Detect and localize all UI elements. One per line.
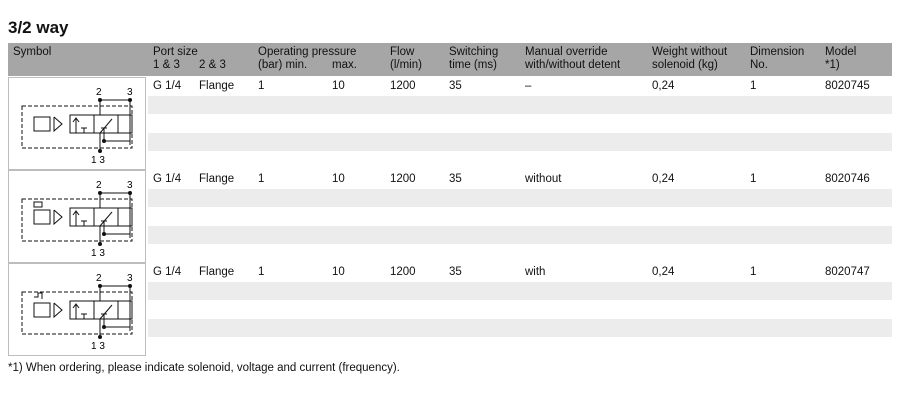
svg-text:2: 2 — [96, 87, 102, 98]
cell-dimension: 1 — [750, 266, 757, 278]
cell-weight: 0,24 — [652, 80, 675, 92]
stripe — [148, 337, 892, 356]
svg-text:3: 3 — [127, 87, 133, 98]
cell-max: 10 — [332, 80, 345, 92]
page-title: 3/2 way — [8, 18, 69, 37]
stripe — [148, 114, 892, 133]
cell-dimension: 1 — [750, 173, 757, 185]
svg-text:1 3: 1 3 — [91, 341, 105, 352]
cell-switching: 35 — [449, 173, 462, 185]
cell-min: 1 — [258, 266, 265, 278]
stripe — [148, 282, 892, 300]
stripe — [148, 133, 892, 151]
cell-min: 1 — [258, 80, 265, 92]
cell-manual: with — [525, 266, 546, 278]
cell-flow: 1200 — [390, 80, 416, 92]
header-manual: Manual override — [525, 46, 608, 58]
table-header — [8, 43, 892, 76]
header-weight-sub: solenoid (kg) — [652, 59, 718, 71]
cell-max: 10 — [332, 173, 345, 185]
cell-manual: – — [525, 80, 532, 92]
svg-text:2: 2 — [96, 273, 102, 284]
table-row — [8, 170, 892, 189]
header-port-23: 2 & 3 — [199, 59, 226, 71]
header-model-sub: *1) — [825, 59, 840, 71]
valve-group-3 — [8, 263, 892, 356]
svg-text:2: 2 — [96, 180, 102, 191]
cell-manual: without — [525, 173, 562, 185]
header-flow: Flow — [390, 46, 415, 58]
stripe — [148, 207, 892, 226]
table-row — [8, 263, 892, 282]
valve-group-2 — [8, 170, 892, 263]
svg-text:1 3: 1 3 — [91, 248, 105, 259]
header-flow-unit: (l/min) — [390, 59, 422, 71]
header-port-13: 1 & 3 — [153, 59, 180, 71]
cell-port23: Flange — [199, 173, 235, 185]
stripe — [148, 226, 892, 244]
cell-dimension: 1 — [750, 80, 757, 92]
cell-weight: 0,24 — [652, 173, 675, 185]
header-manual-sub: with/without detent — [525, 59, 621, 71]
cell-port23: Flange — [199, 80, 235, 92]
stripe — [148, 96, 892, 114]
stripe — [148, 300, 892, 319]
valve-group-1 — [8, 77, 892, 170]
cell-min: 1 — [258, 173, 265, 185]
header-switching-unit: time (ms) — [449, 59, 497, 71]
cell-port23: Flange — [199, 266, 235, 278]
cell-model: 8020745 — [825, 80, 870, 92]
cell-flow: 1200 — [390, 266, 416, 278]
header-op-max: max. — [332, 59, 357, 71]
header-port-size: Port size — [153, 46, 198, 58]
cell-switching: 35 — [449, 266, 462, 278]
svg-text:3: 3 — [127, 180, 133, 191]
valve-table — [8, 43, 892, 357]
table-row — [8, 77, 892, 96]
cell-flow: 1200 — [390, 173, 416, 185]
cell-port13: G 1/4 — [153, 173, 182, 185]
stripe — [148, 151, 892, 170]
header-switching: Switching — [449, 46, 499, 58]
cell-port13: G 1/4 — [153, 80, 182, 92]
stripe — [148, 319, 892, 337]
cell-switching: 35 — [449, 80, 462, 92]
header-model: Model — [825, 46, 857, 58]
cell-model: 8020746 — [825, 173, 870, 185]
cell-max: 10 — [332, 266, 345, 278]
header-weight: Weight without — [652, 46, 728, 58]
header-symbol: Symbol — [13, 46, 52, 58]
stripe — [148, 244, 892, 263]
footnote: *1) When ordering, please indicate solenoid, voltage and current (frequency). — [8, 362, 400, 374]
header-op-min: (bar) min. — [258, 59, 308, 71]
header-operating-pressure: Operating pressure — [258, 46, 357, 58]
cell-port13: G 1/4 — [153, 266, 182, 278]
svg-text:3: 3 — [127, 273, 133, 284]
svg-text:1 3: 1 3 — [91, 155, 105, 166]
cell-model: 8020747 — [825, 266, 870, 278]
stripe — [148, 189, 892, 207]
header-dimension: Dimension — [750, 46, 805, 58]
cell-weight: 0,24 — [652, 266, 675, 278]
header-dimension-sub: No. — [750, 59, 768, 71]
